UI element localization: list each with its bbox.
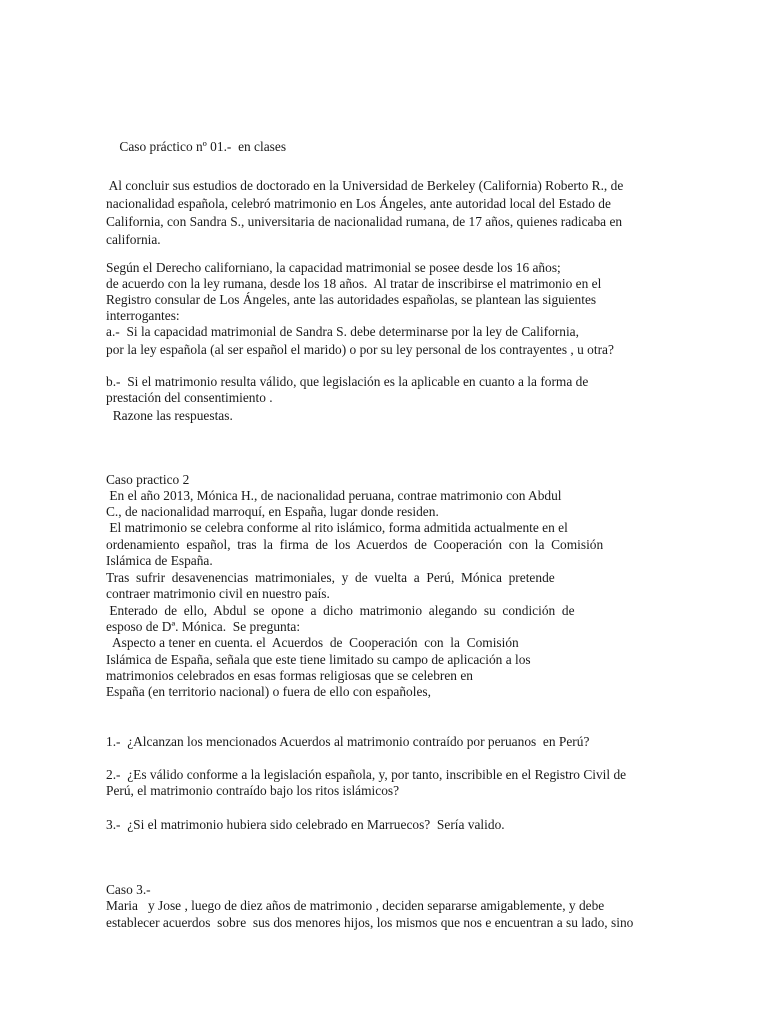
- text-line: Al concluir sus estudios de doctorado en la Universidad de Berkeley (California) Roberto R., de: [106, 178, 624, 193]
- text-line: a.- Si la capacidad matrimonial de Sandra S. debe determinarse por la ley de California,: [106, 324, 579, 339]
- text-line: establecer acuerdos sobre sus dos menores hijos, los mismos que nos e encuentran a su lado, sino: [106, 915, 634, 930]
- text-line: Razone las respuestas.: [106, 408, 233, 423]
- text-line: prestación del consentimiento .: [106, 390, 273, 405]
- heading-caso-1: Caso práctico nº 01.- en clases: [106, 139, 287, 154]
- text-line: Tras sufrir desavenencias matrimoniales, y de vuelta a Perú, Mónica pretende: [106, 570, 555, 585]
- text-line: por la ley española (al ser español el marido) o por su ley personal de los contrayentes , u otra?: [106, 342, 614, 357]
- text-line: España (en territorio nacional) o fuera de ello con españoles,: [106, 684, 431, 699]
- text-line: Islámica de España.: [106, 553, 213, 568]
- text-line: El matrimonio se celebra conforme al rito islámico, forma admitida actualmente en el: [106, 520, 568, 535]
- text-line: Registro consular de Los Ángeles, ante las autoridades españolas, se plantean las siguientes: [106, 292, 597, 307]
- text-line: Perú, el matrimonio contraído bajo los ritos islámicos?: [106, 783, 400, 798]
- question-3: 3.- ¿Si el matrimonio hubiera sido celebrado en Marruecos? Sería valido.: [106, 817, 505, 832]
- text-line: b.- Si el matrimonio resulta válido, que legislación es la aplicable en cuanto a la forma de: [106, 374, 589, 389]
- text-line: ordenamiento español, tras la firma de los Acuerdos de Cooperación con la Comisión: [106, 537, 604, 552]
- text-line: Islámica de España, señala que este tiene limitado su campo de aplicación a los: [106, 652, 531, 667]
- text-line: Aspecto a tener en cuenta. el Acuerdos de Cooperación con la Comisión: [106, 635, 519, 650]
- text-line: de acuerdo con la ley rumana, desde los 18 años. Al tratar de inscribirse el matrimonio en el: [106, 276, 602, 291]
- text-line: nacionalidad española, celebró matrimonio en Los Ángeles, ante autoridad local del Estado de: [106, 196, 611, 211]
- heading-caso-3: Caso 3.-: [106, 882, 151, 897]
- text-line: C., de nacionalidad marroquí, en España, lugar donde residen.: [106, 504, 439, 519]
- text-line: esposo de Dª. Mónica. Se pregunta:: [106, 619, 301, 634]
- text-line: California, con Sandra S., universitaria de nacionalidad rumana, de 17 años, quienes radicaba en: [106, 214, 623, 229]
- text-line: matrimonios celebrados en esas formas religiosas que se celebren en: [106, 668, 473, 683]
- heading-caso-2: Caso practico 2: [106, 472, 190, 487]
- text-line: Enterado de ello, Abdul se opone a dicho matrimonio alegando su condición de: [106, 603, 575, 618]
- text-line: Según el Derecho californiano, la capacidad matrimonial se posee desde los 16 años;: [106, 260, 561, 275]
- text-line: interrogantes:: [106, 308, 180, 323]
- text-line: contraer matrimonio civil en nuestro país.: [106, 586, 330, 601]
- question-2: 2.- ¿Es válido conforme a la legislación española, y, por tanto, inscribible en el Registro Civil de: [106, 767, 627, 782]
- text-line: En el año 2013, Mónica H., de nacionalidad peruana, contrae matrimonio con Abdul: [106, 488, 562, 503]
- text-line: Maria y Jose , luego de diez años de matrimonio , deciden separarse amigablemente, y debe: [106, 898, 605, 913]
- question-1: 1.- ¿Alcanzan los mencionados Acuerdos al matrimonio contraído por peruanos en Perú?: [106, 734, 590, 749]
- text-line: california.: [106, 232, 161, 247]
